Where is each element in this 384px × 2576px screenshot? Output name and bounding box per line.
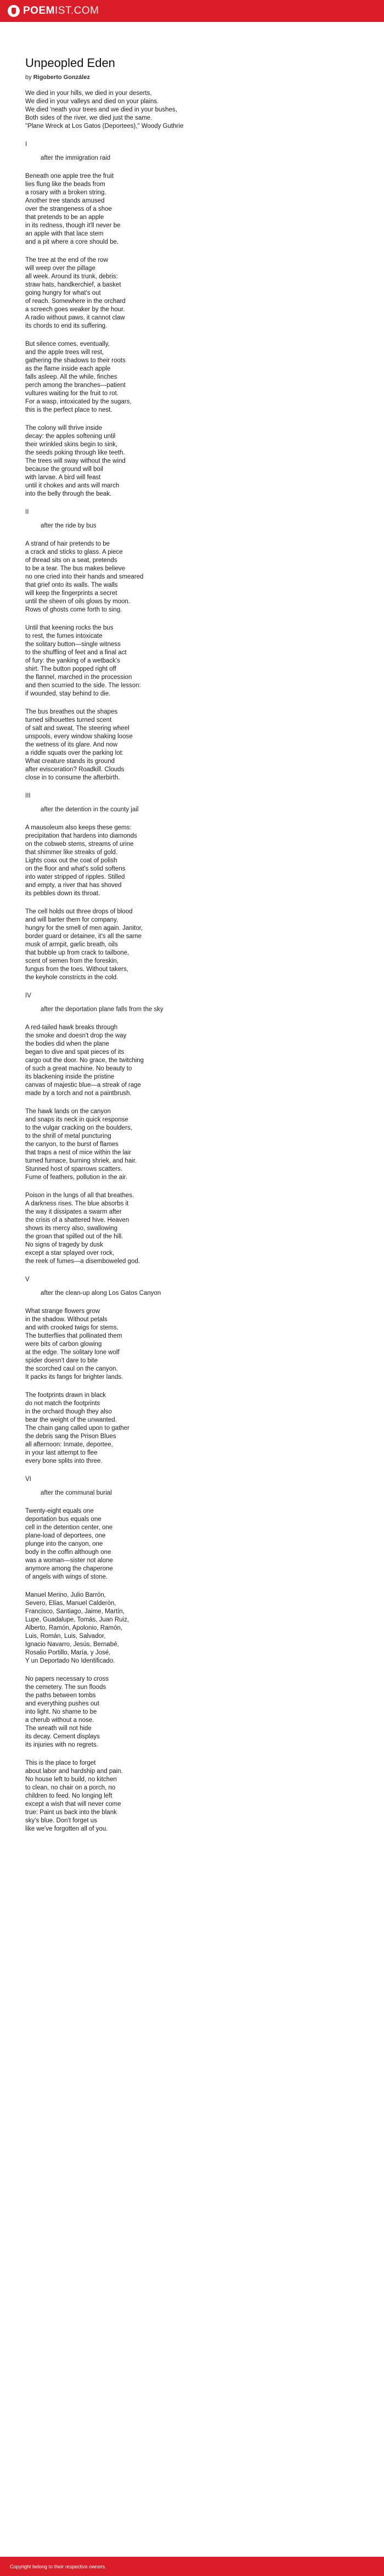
site-logo-link[interactable] xyxy=(8,5,99,17)
poem-line: The cell holds out three drops of blood xyxy=(25,908,133,915)
poem-line: at the edge. The solitary lone wolf xyxy=(25,1349,120,1356)
copyright-text: Copyright belong to their respective owners. xyxy=(10,2563,106,2569)
poem-line: will weep over the pillage xyxy=(25,265,95,272)
poem-line: made by a torch and not a paintbrush. xyxy=(25,1090,132,1097)
poem-line: this is the perfect place to nest. xyxy=(25,407,112,413)
by-label: by xyxy=(25,74,32,81)
section-numeral: IV xyxy=(25,992,31,999)
poem-line: of reach. Somewhere in the orchard xyxy=(25,298,126,305)
poem-line: children to feed. No longing left xyxy=(25,1793,112,1799)
poem-line: an apple with that lace stem xyxy=(25,231,104,237)
stanza xyxy=(25,908,332,982)
poem-line: going hungry for what's out xyxy=(25,290,101,296)
stanza xyxy=(25,824,332,898)
poem-line: their wrinkled skins begin to sink, xyxy=(25,441,118,448)
stanza xyxy=(25,1307,332,1382)
poem-line: of such a great machine. No beauty to xyxy=(25,1065,132,1072)
stanza xyxy=(25,340,332,414)
stanza xyxy=(25,424,332,498)
poem-line: Alberto, Ramón, Apolonio, Ramón, xyxy=(25,1625,123,1631)
poem-line: turned silhouettes turned scent xyxy=(25,717,112,723)
poem-line: were bits of carbon glowing xyxy=(25,1341,102,1348)
poem-line: Beneath one apple tree the fruit xyxy=(25,173,114,179)
poem-line: and snaps its neck in quick response xyxy=(25,1116,128,1123)
poem-line: Y un Deportado No Identificado. xyxy=(25,1658,115,1664)
poem-line: and the apple trees will rest, xyxy=(25,349,104,356)
poem-line: in its redness, though it'll never be xyxy=(25,222,121,229)
epigraph-line: "Plane Wreck at Los Gatos (Deportees)," Woody Guthrie xyxy=(25,123,184,130)
stanza xyxy=(25,1759,332,1833)
poem-line: a screech goes weaker by the hour. xyxy=(25,306,125,313)
poem-line: What creature stands its ground xyxy=(25,758,115,765)
poem-line: fungus from the toes. Without takers, xyxy=(25,966,128,973)
poem-line: a cherub without a nose. xyxy=(25,1717,94,1724)
poem-line: sky's blue. Don't forget us xyxy=(25,1817,97,1824)
poem-line: A mausoleum also keeps these gems: xyxy=(25,824,132,831)
poem-line: plane-load of deportees, one xyxy=(25,1533,106,1539)
poem-section xyxy=(25,792,332,982)
poem-line: The tree at the end of the row xyxy=(25,257,108,263)
poem-line: in your last attempt to flee xyxy=(25,1450,98,1456)
poem-line: to the vulgar cracking on the boulders, xyxy=(25,1125,132,1131)
stanza xyxy=(25,172,332,246)
poem-content xyxy=(25,56,332,1843)
poem-section xyxy=(25,141,332,498)
poem-line: vultures waiting for the fruit to rot. xyxy=(25,390,119,397)
poem-line: except a star splayed over rock, xyxy=(25,1250,115,1256)
poem-line: of fury: the yanking of a wetback's xyxy=(25,658,120,664)
poem-line: anymore among the chaperone xyxy=(25,1565,113,1572)
poem-line: cell in the detention center, one xyxy=(25,1524,113,1531)
poem-line: A red-tailed hawk breaks through xyxy=(25,1024,118,1031)
poem-line: the debris sang the Prison Blues xyxy=(25,1433,116,1440)
poem-line: What strange flowers grow xyxy=(25,1308,100,1315)
poem-line: and with crooked twigs for stems. xyxy=(25,1325,119,1331)
poem-line: It packs its fangs for brighter lands. xyxy=(25,1374,123,1380)
poem-line: Until that keening rocks the bus xyxy=(25,625,114,631)
poem-line: the seeds poking through like teeth. xyxy=(25,450,125,456)
stanza xyxy=(25,256,332,330)
poem-line: Severo, Elías, Manuel Calderón, xyxy=(25,1600,116,1607)
poem-line: to the shuffling of feet and a final act xyxy=(25,649,127,656)
poem-line: after evisceration? Roadkill. Clouds xyxy=(25,766,125,773)
poem-line: No papers necessary to cross xyxy=(25,1676,109,1682)
poem-line: hungry for the smell of men again. Janitor, xyxy=(25,925,143,931)
poem-line: the keyhole constricts in the cold. xyxy=(25,974,118,981)
poem-line: The chain gang called upon to gather xyxy=(25,1425,129,1432)
poem-line: shows its mercy also, swallowing xyxy=(25,1225,118,1232)
poem-line: For a wasp, intoxicated by the sugars, xyxy=(25,399,132,405)
poem-line: to rest, the fumes intoxicate xyxy=(25,633,103,639)
poem-line: its pebbles down its throat. xyxy=(25,890,100,897)
poem-line: Rows of ghosts come forth to sing. xyxy=(25,607,122,613)
poem-line: The trees will sway without the wind xyxy=(25,458,126,464)
poem-title: Unpeopled Eden xyxy=(25,56,115,70)
poem-line: the smoke and doesn't drop the way xyxy=(25,1032,127,1039)
poem-line: as the flame inside each apple xyxy=(25,366,111,372)
poem-line: Fume of feathers, pollution in the air. xyxy=(25,1174,128,1181)
stanza xyxy=(25,1507,332,1581)
poem-line: the crisis of a shattered hive. Heaven xyxy=(25,1217,129,1224)
section-subtitle: after the detention in the county jail xyxy=(41,806,139,813)
byline xyxy=(25,74,332,81)
poem-line: true: Paint us back into the blank xyxy=(25,1809,117,1816)
poem-line: and empty, a river that has shoved xyxy=(25,882,122,889)
poem-line: bear the weight of the unwanted. xyxy=(25,1417,117,1423)
poem-line: over the strangeness of a shoe xyxy=(25,206,112,212)
poem-line: The hawk lands on the canyon xyxy=(25,1108,111,1115)
poem-line: cargo out the door. No grace, the twitching xyxy=(25,1057,144,1064)
poem-line: deportation bus equals one xyxy=(25,1516,101,1523)
poem-line: Luis, Román, Luis, Salvador, xyxy=(25,1633,106,1640)
poem-line: No house left to build, no kitchen xyxy=(25,1776,117,1783)
poem-line: its blackening inside the pristine xyxy=(25,1074,115,1080)
poem-line: of angels with wings of stone. xyxy=(25,1574,108,1580)
section-numeral: VI xyxy=(25,1476,31,1483)
poem-line: began to dive and spat pieces of its xyxy=(25,1049,125,1056)
poem-line: the flannel, marched in the procession xyxy=(25,674,132,681)
epigraph-line: We died 'neath your trees and we died in your bushes, xyxy=(25,106,177,113)
epigraph-line: Both sides of the river, we died just the same. xyxy=(25,115,153,121)
poem-line: Twenty-eight equals one xyxy=(25,1508,94,1514)
poem-line: scent of semen from the foreskin, xyxy=(25,958,119,964)
poem-line: every bone splits into three. xyxy=(25,1458,103,1464)
feather-logo-icon xyxy=(8,5,20,17)
author-link[interactable]: Rigoberto González xyxy=(33,74,90,81)
stanza xyxy=(25,708,332,782)
poem-line: and everything pushes out xyxy=(25,1701,99,1707)
section-subtitle: after the clean-up along Los Gatos Canyon xyxy=(41,1290,161,1297)
poem-line: the groan that spilled out of the hill. xyxy=(25,1233,123,1240)
site-header xyxy=(0,0,384,22)
poem-line: shirt. The button popped right off xyxy=(25,666,116,672)
stanza xyxy=(25,1391,332,1466)
poem-line: falls asleep. All the while, finches xyxy=(25,374,117,380)
poem-line: perch among the branches—patient xyxy=(25,382,126,389)
poem-line: like we've forgotten all of you. xyxy=(25,1826,108,1832)
poem-line: about labor and hardship and pain. xyxy=(25,1768,123,1775)
poem-line: on the floor and what's solid softens xyxy=(25,866,126,872)
poem-line: and will barter them for company, xyxy=(25,917,118,923)
section-subtitle: after the communal burial xyxy=(41,1490,112,1496)
epigraph-line: We died in your hills, we died in your deserts, xyxy=(25,90,152,97)
poem-line: the cemetery. The sun floods xyxy=(25,1684,106,1691)
poem-line: body in the coffin although one xyxy=(25,1549,111,1556)
poem-line: A radio without paws, it cannot claw xyxy=(25,315,125,321)
poem-line: The wreath will not hide xyxy=(25,1725,92,1732)
poem-line: the scorched caul on the canyon. xyxy=(25,1366,118,1372)
stanza xyxy=(25,1024,332,1098)
poem-line: the bodies did when the plane xyxy=(25,1041,109,1047)
poem-line: A strand of hair pretends to be xyxy=(25,541,110,547)
section-numeral: III xyxy=(25,793,31,799)
poem-line: into water stripped of ripples. Stilled xyxy=(25,874,125,880)
poem-line: that pretends to be an apple xyxy=(25,214,104,221)
poem-line: But silence comes, eventually, xyxy=(25,341,110,347)
poem-line: that grief onto its walls. The walls xyxy=(25,582,118,588)
section-subtitle: after the deportation plane falls from the sky xyxy=(41,1006,163,1013)
poem-section xyxy=(25,508,332,782)
poem-line: its injuries with no regrets. xyxy=(25,1742,98,1748)
poem-line: Lupe, Guadalupe, Tomás, Juan Ruiz, xyxy=(25,1617,129,1623)
poem-line: turned furnace, burning shriek, and hair. xyxy=(25,1158,137,1164)
poem-line: the way it dissipates a swarm after xyxy=(25,1209,122,1215)
poem-line: of salt and sweat. The steering wheel xyxy=(25,725,129,732)
epigraph-line: We died in your valleys and died on your plains. xyxy=(25,98,159,105)
poem-line: the wetness of its glare. And now xyxy=(25,742,118,748)
logo-text-light: IST.COM xyxy=(54,5,99,16)
poem-line: that bubble up from crack to tailbone, xyxy=(25,950,129,956)
poem-line: to clean, no chair on a porch, no xyxy=(25,1784,116,1791)
poem-line: Rosalio Portillo, María, y José, xyxy=(25,1649,111,1656)
section-numeral: I xyxy=(25,141,27,148)
stanza xyxy=(25,624,332,698)
poem-line: This is the place to forget xyxy=(25,1760,96,1766)
poem-line: to be a tear. The bus makes believe xyxy=(25,565,125,572)
poem-line: that shimmer like streaks of gold. xyxy=(25,849,118,856)
poem-line: until it chokes and ants will march xyxy=(25,482,120,489)
poem-line: the solitary button—single witness xyxy=(25,641,121,648)
poem-line: that traps a nest of mice within the lair xyxy=(25,1149,132,1156)
poem-line: with larvae. A bird will feast xyxy=(25,474,101,481)
poem-line: the canyon, to the burst of flames xyxy=(25,1141,119,1148)
section-subtitle: after the immigration raid xyxy=(41,155,111,161)
stanza xyxy=(25,540,332,614)
poem-line: because the ground will boil xyxy=(25,466,103,473)
section-numeral: II xyxy=(25,509,29,515)
poem-line: spider doesn't dare to bite xyxy=(25,1357,98,1364)
poem-line: border guard or detainee, it's all the same xyxy=(25,933,142,940)
poem-line: into the belly through the beak. xyxy=(25,491,112,497)
poem-line: musk of armpit, garlic breath, oils xyxy=(25,941,118,948)
poem-line: no one cried into their hands and smeared xyxy=(25,574,144,580)
poem-line: and then scurried to the side. The lesson: xyxy=(25,682,141,689)
poem-line: the reek of fumes—a disemboweled god. xyxy=(25,1258,140,1265)
poem-line: the paths between tombs xyxy=(25,1692,96,1699)
section-subtitle: after the ride by bus xyxy=(41,523,97,529)
stanza xyxy=(25,1675,332,1749)
poem-line: straw hats, handkerchief, a basket xyxy=(25,282,121,288)
logo-text-bold: POEM xyxy=(23,5,55,16)
poem-line: all week. Around its trunk, debris: xyxy=(25,273,118,280)
poem-line: close in to consume the afterbirth. xyxy=(25,775,120,781)
poem-line: a rosary with a broken string. xyxy=(25,189,106,196)
poem-line: canvas of majestic blue—a streak of rage xyxy=(25,1082,141,1088)
poem-line: if wounded, stay behind to die. xyxy=(25,691,111,697)
poem-line: decay: the apples softening until xyxy=(25,433,116,440)
poem-line: unspools, every window shaking loose xyxy=(25,733,133,740)
section-numeral: V xyxy=(25,1276,30,1283)
poem-line: Manuel Merino, Julio Barrón, xyxy=(25,1592,106,1598)
poem-line: except a wish that will never come xyxy=(25,1801,121,1808)
poem-line: plunge into the canyon, one xyxy=(25,1541,103,1547)
poem-line: in the shadow. Without petals xyxy=(25,1316,108,1323)
poem-line: its decay. Cement displays xyxy=(25,1733,100,1740)
poem-line: Stunned host of sparrows scatters. xyxy=(25,1166,123,1172)
poem-line: Poison in the lungs of all that breathes. xyxy=(25,1192,134,1199)
poem-line: The butterflies that pollinated them xyxy=(25,1333,122,1339)
poem-line: a crack and sticks to glass. A piece xyxy=(25,549,123,555)
poem-line: into light. No shame to be xyxy=(25,1709,97,1715)
site-footer xyxy=(0,2557,384,2576)
poem-line: will keep the fingerprints a secret xyxy=(25,590,117,597)
poem-line: its chords to end its suffering. xyxy=(25,323,108,329)
poem-line: was a woman—sister not alone xyxy=(25,1557,113,1564)
stanza xyxy=(25,1108,332,1182)
poem-line: a riddle squats over the parking lot: xyxy=(25,750,123,756)
poem-section xyxy=(25,1276,332,1466)
poem-section xyxy=(25,992,332,1266)
stanza xyxy=(25,1192,332,1266)
poem-line: and a pit where a core should be. xyxy=(25,239,119,245)
poem-line: gathering the shadows to their roots xyxy=(25,357,126,364)
poem-line: until the sheen of oils glows by moon. xyxy=(25,598,131,605)
poem-line: Lights coax out the coat of polish xyxy=(25,857,117,864)
poem-line: do not match the footprints xyxy=(25,1400,100,1407)
poem-line: A darkness rises. The blue absorbs it xyxy=(25,1200,129,1207)
poem-line: to the shrill of metal puncturing xyxy=(25,1133,111,1140)
poem-line: all afternoon: Inmate, deportee, xyxy=(25,1441,113,1448)
poem-line: precipitation that hardens into diamonds xyxy=(25,833,137,839)
poem-line: lies flung like the beads from xyxy=(25,181,105,188)
poem-section xyxy=(25,1475,332,1833)
poem-line: The bus breathes out the shapes xyxy=(25,709,118,715)
poem-line: The footprints drawn in black xyxy=(25,1392,106,1399)
poem-line: of thread sits on a seat, pretends xyxy=(25,557,117,564)
poem-line: The colony will thrive inside xyxy=(25,425,102,431)
stanza xyxy=(25,1591,332,1665)
poem-sections xyxy=(25,141,332,1833)
poem-line: on the cobweb stems, streams of urine xyxy=(25,841,134,848)
poem-line: Ignacio Navarro, Jesús, Bernabé, xyxy=(25,1641,119,1648)
poem-line: Francisco, Santiago, Jaime, Martín, xyxy=(25,1608,125,1615)
poem-line: in the orchard though they also xyxy=(25,1408,112,1415)
epigraph xyxy=(25,89,332,131)
poem-line: No signs of tragedy by dusk xyxy=(25,1242,103,1248)
poem-line: Another tree stands amused xyxy=(25,198,105,204)
